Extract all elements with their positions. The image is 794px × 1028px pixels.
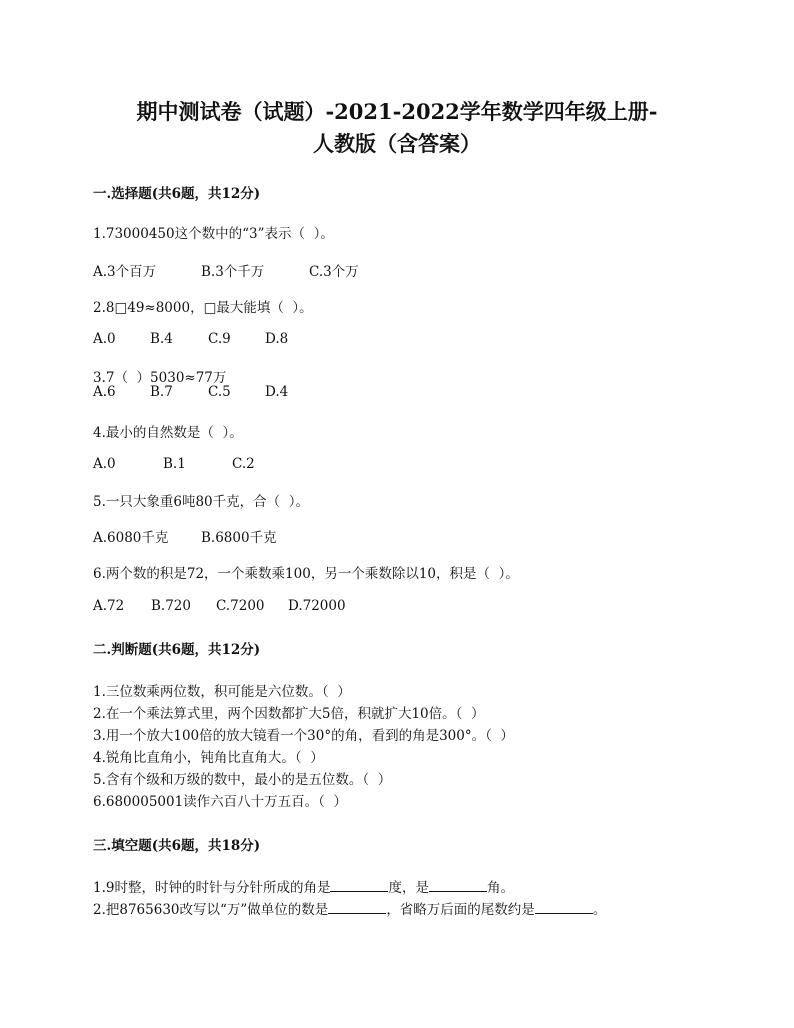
answer-blank[interactable] bbox=[330, 879, 388, 892]
option: A.6 bbox=[93, 384, 116, 400]
option-row bbox=[93, 260, 693, 278]
option: C.9 bbox=[208, 331, 231, 347]
true-false-item: 2.在一个乘法算式里，两个因数都扩大5倍，积就扩大10倍。（ ） bbox=[93, 706, 485, 722]
exam-title-line-1: 期中测试卷（试题）-2021-2022学年数学四年级上册- bbox=[136, 99, 658, 124]
option: B.6800千克 bbox=[201, 530, 277, 546]
fill-text: ，省略万后面的尾数约是 bbox=[386, 902, 535, 918]
option-row bbox=[93, 526, 693, 544]
option: C.3个万 bbox=[309, 264, 359, 280]
option: C.5 bbox=[208, 384, 231, 400]
option: C.2 bbox=[232, 456, 255, 472]
option: A.0 bbox=[93, 456, 116, 472]
exam-title-line-2: 人教版（含答案） bbox=[313, 131, 481, 156]
true-false-item: 3.用一个放大100倍的放大镜看一个30°的角，看到的角是300°。（ ） bbox=[93, 728, 514, 744]
question-text: 6.两个数的积是72，一个乘数乘100，另一个乘数除以10，积是（ ）。 bbox=[93, 566, 519, 582]
fill-text: 角。 bbox=[486, 880, 514, 896]
fill-in-item-2 bbox=[93, 898, 606, 918]
section-heading-multiple-choice: 一.选择题(共6题，共12分) bbox=[93, 186, 261, 202]
answer-blank[interactable] bbox=[535, 901, 593, 914]
answer-blank[interactable] bbox=[429, 879, 487, 892]
fill-text: 。 bbox=[592, 902, 607, 918]
question-text: 2.8□49≈8000，□最大能填（ ）。 bbox=[93, 300, 313, 316]
option: B.3个千万 bbox=[201, 264, 265, 280]
option: D.4 bbox=[265, 384, 289, 400]
true-false-item: 4.锐角比直角小，钝角比直角大。（ ） bbox=[93, 750, 324, 766]
fill-in-item-1 bbox=[93, 876, 514, 896]
option: A.72 bbox=[93, 598, 125, 614]
fill-text: 度，是 bbox=[388, 880, 429, 896]
option-row bbox=[93, 331, 693, 349]
true-false-item: 6.680005001读作六百八十万五百。（ ） bbox=[93, 794, 348, 810]
option: B.720 bbox=[151, 598, 191, 614]
option: A.0 bbox=[93, 331, 116, 347]
true-false-item: 1.三位数乘两位数，积可能是六位数。（ ） bbox=[93, 684, 351, 700]
question-text: 4.最小的自然数是（ ）。 bbox=[93, 425, 243, 441]
option-row bbox=[93, 598, 693, 616]
question-text: 1.73000450这个数中的“3”表示（ ）。 bbox=[93, 226, 334, 242]
option: B.7 bbox=[150, 384, 173, 400]
option-row bbox=[93, 384, 693, 402]
option: B.1 bbox=[163, 456, 186, 472]
option: B.4 bbox=[150, 331, 173, 347]
option: A.3个百万 bbox=[93, 264, 157, 280]
option-row bbox=[93, 456, 693, 474]
question-text: 5.一只大象重6吨80千克，合（ ）。 bbox=[93, 494, 309, 510]
section-heading-true-false: 二.判断题(共6题，共12分) bbox=[93, 642, 261, 658]
true-false-item: 5.含有个级和万级的数中，最小的是五位数。（ ） bbox=[93, 772, 392, 788]
option: D.8 bbox=[265, 331, 289, 347]
option: D.72000 bbox=[288, 598, 346, 614]
question-text: 3.7（ ）5030≈77万 bbox=[93, 370, 227, 386]
answer-blank[interactable] bbox=[328, 901, 386, 914]
fill-text: 1.9时整，时钟的时针与分针所成的角是 bbox=[93, 880, 331, 896]
option: A.6080千克 bbox=[93, 530, 169, 546]
fill-text: 2.把8765630改写以“万”做单位的数是 bbox=[93, 902, 329, 918]
option: C.7200 bbox=[216, 598, 265, 614]
section-heading-fill-in: 三.填空题(共6题，共18分) bbox=[93, 838, 261, 854]
